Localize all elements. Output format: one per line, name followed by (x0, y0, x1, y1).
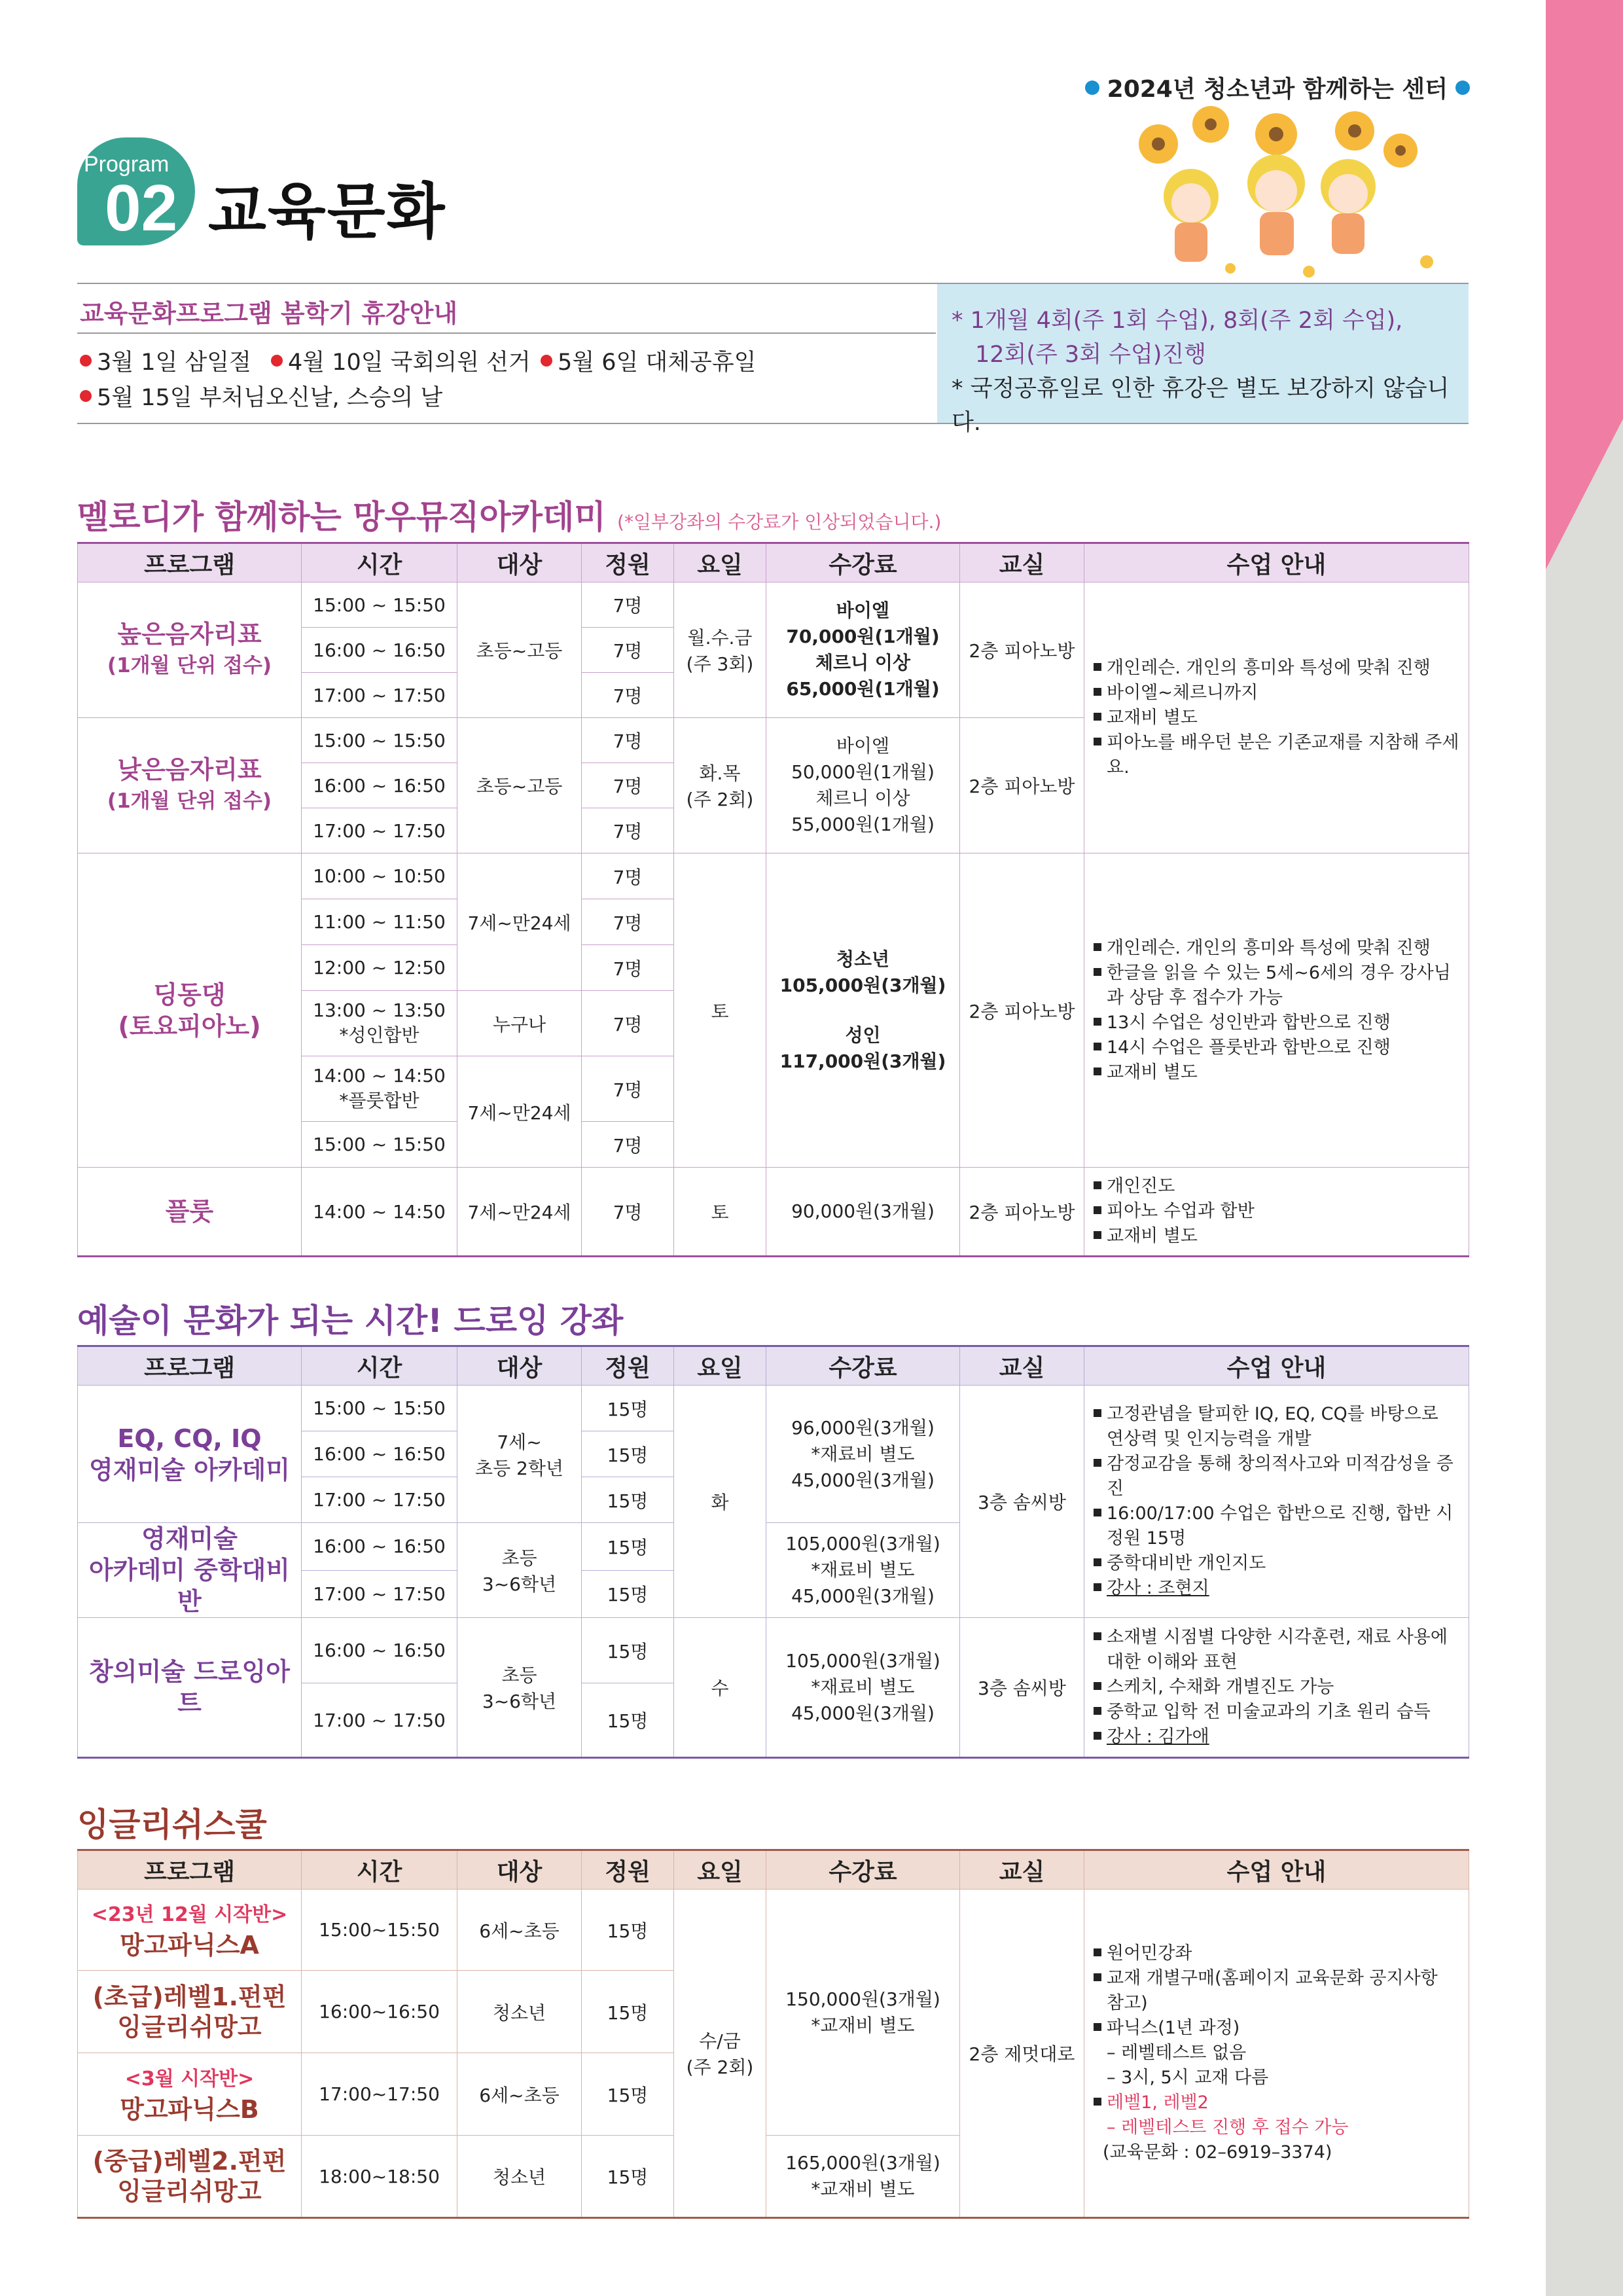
tagline-text: 2024년 청소년과 함께하는 센터 (1107, 76, 1448, 103)
time-cell: 15:00 ~ 15:50 (302, 583, 457, 628)
col-fee: 수강료 (766, 1850, 960, 1890)
col-time: 시간 (302, 1346, 457, 1386)
time-cell: 16:00 ~ 16:50 (302, 1431, 457, 1477)
capacity-cell: 7명 (582, 853, 674, 899)
red-dot-icon (541, 355, 552, 367)
capacity-cell: 15명 (582, 2053, 674, 2136)
day-cell: 토 (674, 853, 766, 1168)
time-cell: 17:00 ~ 17:50 (302, 673, 457, 718)
fee-increase-note: (*일부강좌의 수강료가 인상되었습니다.) (617, 511, 942, 533)
program-name: 딩동댕 (토요피아노) (78, 853, 302, 1168)
table-header-row (78, 543, 1469, 583)
fee-cell: 96,000원(3개월) *재료비 별도 45,000원(3개월) (766, 1386, 960, 1523)
target-cell: 초등~고등 (457, 718, 582, 853)
time-cell: 10:00 ~ 10:50 (302, 853, 457, 899)
table-row (78, 853, 1469, 899)
col-capacity: 정원 (582, 1850, 674, 1890)
target-cell: 초등 3~6학년 (457, 1618, 582, 1758)
table-header-row (78, 1346, 1469, 1386)
capacity-cell: 7명 (582, 1168, 674, 1257)
col-program: 프로그램 (78, 1850, 302, 1890)
bullet-dot-icon (1455, 81, 1470, 95)
capacity-cell: 15명 (582, 1477, 674, 1523)
day-cell: 수 (674, 1618, 766, 1758)
capacity-cell: 15명 (582, 1890, 674, 1971)
table-row (78, 1386, 1469, 1431)
target-cell: 청소년 (457, 1971, 582, 2053)
col-target: 대상 (457, 1850, 582, 1890)
teacher-name: 강사 : 김가애 (1107, 1727, 1209, 1747)
program-name: (중급)레벨2.펀펀 잉글리쉬망고 (78, 2136, 302, 2218)
target-cell: 7세~만24세 (457, 1056, 582, 1168)
table-row (78, 1168, 1469, 1257)
room-cell: 2층 피아노방 (960, 718, 1084, 853)
col-day: 요일 (674, 1346, 766, 1386)
room-cell: 3층 솜씨방 (960, 1386, 1084, 1618)
day-cell: 토 (674, 1168, 766, 1257)
time-cell: 14:00 ~ 14:50 (302, 1168, 457, 1257)
capacity-cell: 7명 (582, 808, 674, 853)
capacity-cell: 15명 (582, 1683, 674, 1758)
program-name: 영재미술 아카데미 중학대비반 (78, 1523, 302, 1618)
time-cell: 17:00 ~ 17:50 (302, 1477, 457, 1523)
holiday-item: 5월 15일 부처님오신날, 스승의 날 (80, 380, 442, 412)
room-cell: 2층 피아노방 (960, 1168, 1084, 1257)
target-cell: 초등 3~6학년 (457, 1523, 582, 1618)
col-capacity: 정원 (582, 543, 674, 583)
holiday-item: 3월 1일 삼일절 (80, 344, 251, 377)
target-cell: 누구나 (457, 991, 582, 1056)
music-table (77, 542, 1469, 1257)
col-fee: 수강료 (766, 543, 960, 583)
target-cell: 6세~초등 (457, 2053, 582, 2136)
fee-cell: 105,000원(3개월) *재료비 별도 45,000원(3개월) (766, 1523, 960, 1618)
guide-cell: 고정관념을 탈피한 IQ, EQ, CQ를 바탕으로 연상력 및 인지능력을 개발 감정교감을 통해 창의적사고와 미적감성을 증진 16:00/17:00 수업은 합반으로 진행, 합반 시 정원 15명 중학대비반 개인지도 강사 : 조현지 (1084, 1386, 1469, 1618)
children-sunflower-illustration (1113, 105, 1453, 281)
time-cell: 17:00 ~ 17:50 (302, 808, 457, 853)
english-table (77, 1849, 1469, 2219)
time-cell: 18:00~18:50 (302, 2136, 457, 2218)
holiday-notice-left (77, 284, 936, 423)
col-target: 대상 (457, 543, 582, 583)
guide-cell: 개인레슨. 개인의 흥미와 특성에 맞춰 진행 바이엘~체르니까지 교재비 별도 피아노를 배우던 분은 기존교재를 지참해 주세요. (1084, 583, 1469, 853)
info-line: * 국정공휴일로 인한 휴강은 별도 보강하지 않습니다. (952, 376, 1450, 436)
col-capacity: 정원 (582, 1346, 674, 1386)
time-cell: 16:00~16:50 (302, 1971, 457, 2053)
program-label: Program (84, 152, 169, 177)
holiday-notice (77, 283, 1469, 436)
col-fee: 수강료 (766, 1346, 960, 1386)
col-guide: 수업 안내 (1084, 1346, 1469, 1386)
col-guide: 수업 안내 (1084, 543, 1469, 583)
col-room: 교실 (960, 543, 1084, 583)
program-name: 플룻 (78, 1168, 302, 1257)
red-dot-icon (80, 390, 92, 402)
red-dot-icon (271, 355, 283, 367)
col-day: 요일 (674, 543, 766, 583)
capacity-cell: 7명 (582, 1122, 674, 1168)
fee-cell: 청소년 105,000원(3개월) 성인 117,000원(3개월) (766, 853, 960, 1168)
capacity-cell: 15명 (582, 1431, 674, 1477)
day-cell: 화.목 (주 2회) (674, 718, 766, 853)
time-cell: 15:00 ~ 15:50 (302, 718, 457, 763)
capacity-cell: 7명 (582, 763, 674, 808)
program-name: 낮은음자리표 (1개월 단위 접수) (78, 718, 302, 853)
day-cell: 수/금 (주 2회) (674, 1890, 766, 2218)
target-cell: 청소년 (457, 2136, 582, 2218)
notice-title: 교육문화프로그램 봄학기 휴강안내 (80, 299, 458, 328)
page-title: 교육문화 (208, 177, 446, 247)
col-time: 시간 (302, 1850, 457, 1890)
time-cell: 12:00 ~ 12:50 (302, 945, 457, 991)
capacity-cell: 7명 (582, 991, 674, 1056)
fee-cell: 105,000원(3개월) *재료비 별도 45,000원(3개월) (766, 1618, 960, 1758)
day-cell: 월.수.금 (주 3회) (674, 583, 766, 718)
capacity-cell: 7명 (582, 945, 674, 991)
capacity-cell: 15명 (582, 1386, 674, 1431)
time-cell: 16:00 ~ 16:50 (302, 763, 457, 808)
capacity-cell: 15명 (582, 1971, 674, 2053)
time-cell: 16:00 ~ 16:50 (302, 1523, 457, 1571)
col-program: 프로그램 (78, 1346, 302, 1386)
col-guide: 수업 안내 (1084, 1850, 1469, 1890)
time-cell: 15:00 ~ 15:50 (302, 1122, 457, 1168)
capacity-cell: 7명 (582, 718, 674, 763)
fee-cell: 바이엘 50,000원(1개월) 체르니 이상 55,000원(1개월) (766, 718, 960, 853)
program-name: EQ, CQ, IQ 영재미술 아카데미 (78, 1386, 302, 1523)
capacity-cell: 7명 (582, 628, 674, 673)
target-cell: 7세~만24세 (457, 853, 582, 991)
guide-cell: 원어민강좌 교재 개별구매(홈페이지 교육문화 공지사항 참고) 파닉스(1년 과정) – 레벨테스트 없음 – 3시, 5시 교재 다름 레벨1, 레벨2 – 레벨테스트 진행 후 접수 가능 (교육문화 : 02–6919–3374) (1084, 1890, 1469, 2218)
guide-cell: 개인진도 피아노 수업과 합반 교재비 별도 (1084, 1168, 1469, 1257)
program-name: <23년 12월 시작반> 망고파닉스A (78, 1890, 302, 1971)
class-info-box (937, 284, 1469, 436)
info-line: 12회(주 3회 수업)진행 (975, 342, 1207, 368)
holiday-item: 4월 10일 국회의원 선거 (271, 344, 531, 377)
time-cell: 16:00 ~ 16:50 (302, 628, 457, 673)
col-room: 교실 (960, 1346, 1084, 1386)
program-name: (초급)레벨1.펀펀 잉글리쉬망고 (78, 1971, 302, 2053)
header-tagline (1085, 71, 1470, 104)
table-row (78, 1890, 1469, 1971)
holiday-item: 5월 6일 대체공휴일 (541, 344, 756, 377)
col-room: 교실 (960, 1850, 1084, 1890)
target-cell: 초등~고등 (457, 583, 582, 718)
time-cell: 13:00 ~ 13:50 *성인합반 (302, 991, 457, 1056)
time-cell: 14:00 ~ 14:50 *플룻합반 (302, 1056, 457, 1122)
teacher-name: 강사 : 조현지 (1107, 1578, 1209, 1598)
english-section-title: 잉글리쉬스쿨 (77, 1806, 267, 1844)
target-cell: 7세~만24세 (457, 1168, 582, 1257)
room-cell: 3층 솜씨방 (960, 1618, 1084, 1758)
info-line: * 1개월 4회(주 1회 수업), 8회(주 2회 수업), (952, 308, 1403, 334)
room-cell: 2층 제멋대로 (960, 1890, 1084, 2218)
program-name: 높은음자리표 (1개월 단위 접수) (78, 583, 302, 718)
bullet-dot-icon (1085, 81, 1099, 95)
program-name: 창의미술 드로잉아트 (78, 1618, 302, 1758)
capacity-cell: 15명 (582, 1618, 674, 1683)
room-cell: 2층 피아노방 (960, 583, 1084, 718)
time-cell: 16:00 ~ 16:50 (302, 1618, 457, 1683)
capacity-cell: 15명 (582, 1523, 674, 1571)
time-cell: 17:00~17:50 (302, 2053, 457, 2136)
music-section-title: 멜로디가 함께하는 망우뮤직아카데미 (*일부강좌의 수강료가 인상되었습니다.) (77, 498, 942, 536)
time-cell: 11:00 ~ 11:50 (302, 899, 457, 945)
time-cell: 15:00 ~ 15:50 (302, 1386, 457, 1431)
program-name: <3월 시작반> 망고파닉스B (78, 2053, 302, 2136)
col-day: 요일 (674, 1850, 766, 1890)
fee-cell: 바이엘 70,000원(1개월) 체르니 이상 65,000원(1개월) (766, 583, 960, 718)
time-cell: 15:00~15:50 (302, 1890, 457, 1971)
day-cell: 화 (674, 1386, 766, 1618)
capacity-cell: 7명 (582, 673, 674, 718)
fee-cell: 150,000원(3개월) *교재비 별도 (766, 1890, 960, 2136)
drawing-section-title: 예술이 문화가 되는 시간! 드로잉 강좌 (77, 1302, 624, 1340)
col-target: 대상 (457, 1346, 582, 1386)
program-number: 02 (105, 171, 178, 245)
room-cell: 2층 피아노방 (960, 853, 1084, 1168)
guide-cell: 소재별 시점별 다양한 시각훈련, 재료 사용에 대한 이해와 표현 스케치, 수채화 개별진도 가능 중학교 입학 전 미술교과의 기초 원리 습득 강사 : 김가애 (1084, 1618, 1469, 1758)
fee-cell: 165,000원(3개월) *교재비 별도 (766, 2136, 960, 2218)
notice-divider (77, 332, 936, 334)
drawing-table (77, 1345, 1469, 1759)
capacity-cell: 7명 (582, 1056, 674, 1122)
col-program: 프로그램 (78, 543, 302, 583)
time-cell: 17:00 ~ 17:50 (302, 1570, 457, 1618)
red-dot-icon (80, 355, 92, 367)
time-cell: 17:00 ~ 17:50 (302, 1683, 457, 1758)
capacity-cell: 7명 (582, 899, 674, 945)
table-row (78, 1618, 1469, 1683)
target-cell: 6세~초등 (457, 1890, 582, 1971)
capacity-cell: 15명 (582, 1570, 674, 1618)
guide-cell: 개인레슨. 개인의 흥미와 특성에 맞춰 진행 한글을 읽을 수 있는 5세~6세의 경우 강사님과 상담 후 접수가 가능 13시 수업은 성인반과 합반으로 진행 14시 수업은 플룻반과 합반으로 진행 교재비 별도 (1084, 853, 1469, 1168)
target-cell: 7세~ 초등 2학년 (457, 1386, 582, 1523)
table-header-row (78, 1850, 1469, 1890)
fee-cell: 90,000원(3개월) (766, 1168, 960, 1257)
table-row (78, 583, 1469, 628)
col-time: 시간 (302, 543, 457, 583)
capacity-cell: 15명 (582, 2136, 674, 2218)
capacity-cell: 7명 (582, 583, 674, 628)
